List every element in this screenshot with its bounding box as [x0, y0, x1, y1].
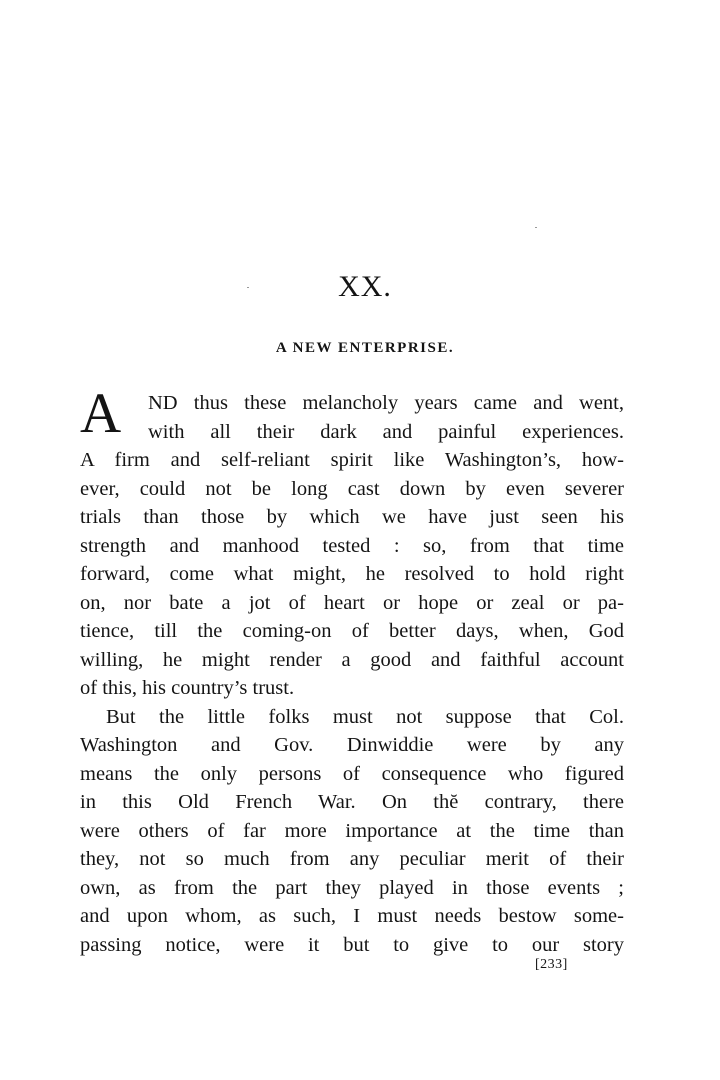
text-line: in this Old French War. On thĕ contrary, there [80, 791, 624, 813]
text-line: and upon whom, as such, I must needs bestow some- [80, 905, 624, 927]
text-line: forward, come what might, he resolved to hold right [80, 563, 624, 585]
page-number: [233] [535, 957, 568, 972]
text-line: ever, could not be long cast down by even severer [80, 477, 624, 500]
drop-cap-lines [148, 389, 624, 446]
text-line: Washington and Gov. Dinwiddie were by any [80, 734, 624, 756]
text-line: passing notice, were it but to give to our story [80, 933, 624, 956]
text-line: were others of far more importance at the time than [80, 819, 624, 842]
chapter-number: XX. [338, 270, 392, 303]
text-line: A firm and self-reliant spirit like Washington’s, how- [80, 449, 624, 471]
text-line: of this, his country’s trust. [80, 677, 295, 699]
text-line: means the only persons of consequence who figured [80, 762, 624, 785]
paper-speck [535, 227, 537, 228]
drop-cap: A [80, 382, 122, 445]
text-line: willing, he might render a good and faithful account [80, 648, 624, 671]
text-line: tience, till the coming-on of better days, when, God [80, 620, 624, 642]
text-line: strength and manhood tested : so, from that time [80, 534, 624, 557]
text-line: with all their dark and painful experiences. [148, 420, 624, 443]
text-line: trials than those by which we have just seen his [80, 506, 624, 528]
opening-paragraph-start [80, 382, 624, 446]
text-line: on, nor bate a jot of heart or hope or zeal or pa- [80, 591, 624, 614]
text-line: they, not so much from any peculiar merit of their [80, 848, 624, 870]
body-text [80, 382, 624, 959]
text-line: But the little folks must not suppose that Col. [106, 705, 624, 728]
text-line: own, as from the part they played in those events ; [80, 876, 624, 899]
text-line: ND thus these melancholy years came and went, [148, 392, 624, 414]
chapter-title: A NEW ENTERPRISE. [275, 340, 455, 356]
